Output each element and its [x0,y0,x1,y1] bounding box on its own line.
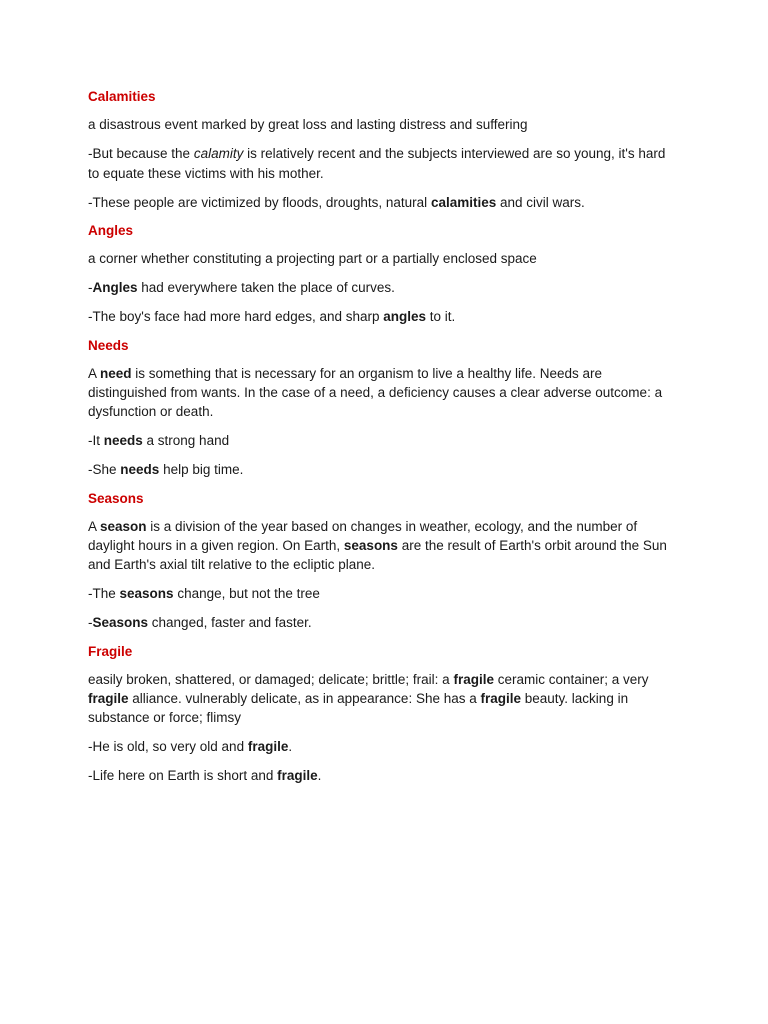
entry-title: Seasons [88,490,144,506]
entry-example: -The seasons change, but not the tree [88,586,320,602]
entry-definition: a disastrous event marked by great loss and lasting distress and suffering [88,117,528,133]
entry-example: -She needs help big time. [88,462,244,478]
entry-definition: A need is something that is necessary for an organism to live a healthy life. Needs are distinguished from wants. In the case of a need, a deficiency causes a clear adverse outcome: a dysfunction or death. [88,365,663,420]
entry-example: -Seasons changed, faster and faster. [88,615,312,631]
entry-example: -The boy's face had more hard edges, and sharp angles to it. [88,309,456,325]
entry-title: Fragile [88,643,133,659]
entry-example: -Angles had everywhere taken the place of curves. [88,280,395,296]
glossary-entry [88,490,672,633]
entry-example: -These people are victimized by floods, droughts, natural calamities and civil wars. [88,194,585,210]
glossary-entry [88,643,672,786]
entry-example: -It needs a strong hand [88,433,230,449]
glossary-entry [88,88,672,212]
entry-title: Angles [88,222,134,238]
glossary-entry [88,222,672,327]
entry-definition: easily broken, shattered, or damaged; delicate; brittle; frail: a fragile ceramic container; a very fragile alliance. vulnerably delicate, as in appearance: She has a fragile beauty. lacking in substance or force; flimsy [88,671,649,726]
glossary-entry-list [88,88,672,786]
entry-example: -He is old, so very old and fragile. [88,739,293,755]
entry-example: -Life here on Earth is short and fragile. [88,768,322,784]
entry-definition: a corner whether constituting a projecting part or a partially enclosed space [88,251,537,267]
glossary-entry [88,337,672,480]
entry-example: -But because the calamity is relatively recent and the subjects interviewed are so young, it's hard to equate these victims with his mother. [88,146,666,181]
entry-title: Needs [88,337,129,353]
entry-definition: A season is a division of the year based on changes in weather, ecology, and the number of daylight hours in a given region. On Earth, seasons are the result of Earth's orbit around the Sun and Earth's axial tilt relative to the ecliptic plane. [88,518,667,573]
entry-title: Calamities [88,89,156,104]
